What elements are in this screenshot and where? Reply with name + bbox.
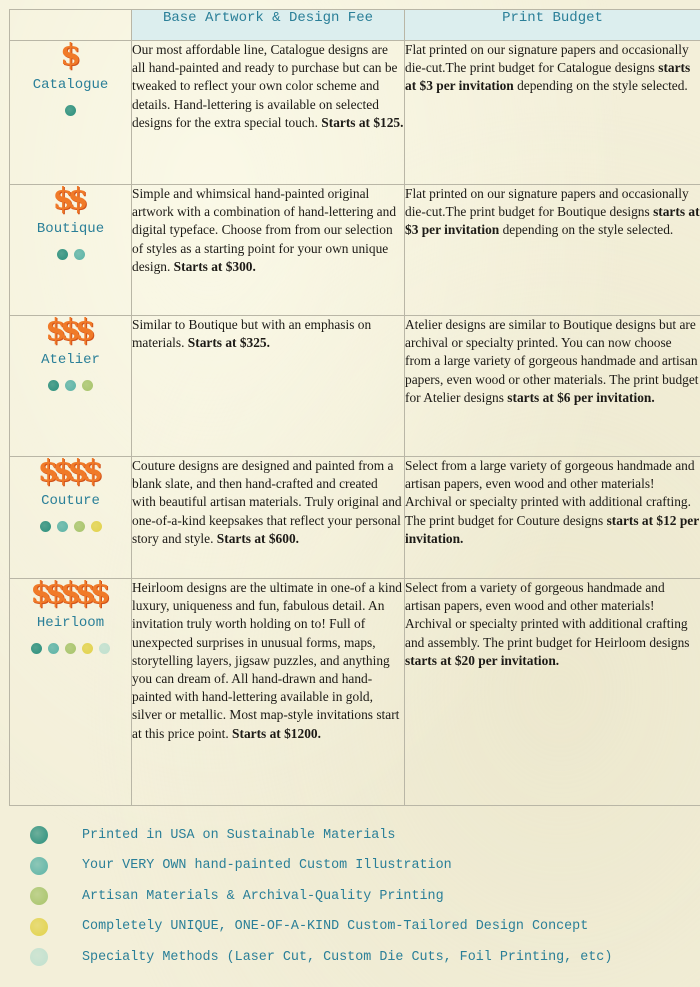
dot-icon xyxy=(31,643,42,654)
design-fee-price: Starts at $325. xyxy=(187,335,270,351)
feature-dots xyxy=(31,643,110,654)
pricing-table xyxy=(9,9,700,806)
dot-icon xyxy=(30,918,48,936)
dot-icon xyxy=(30,948,48,966)
tier-name: Catalogue xyxy=(32,77,109,93)
design-fee-description: Heirloom designs are the ultimate in one-of a kind luxury, uniqueness and fun, fabulous detail. An invitation truly worth holding on to! Full of unexpected surprises in unusual forms, maps, storytelling layers, jigsaw puzzles, and anything you can dream of. All hand-drawn and hand-painted with hand-lettering available in gold, silver or metallic. Most map-style invitations start at this price point. Starts at $1200. xyxy=(132,579,405,806)
feature-dots xyxy=(40,521,102,532)
print-budget-description: Atelier designs are similar to Boutique designs but are archival or specialty printed. You can now choose from a large variety of gorgeous handmade and artisan papers, even wood or other materials. The print budget for Atelier designs starts at $6 per invitation. xyxy=(405,316,700,457)
dot-icon xyxy=(74,521,85,532)
legend-text: Completely UNIQUE, ONE-OF-A-KIND Custom-Tailored Design Concept xyxy=(82,919,589,935)
tier-row-atelier xyxy=(10,316,700,457)
print-budget-description: Flat printed on our signature papers and occasionally die-cut.The print budget for Catalogue designs starts at $3 per invitation depending on the style selected. xyxy=(405,41,700,185)
dollar-sign-icon: $$ xyxy=(52,182,83,217)
table-header-row xyxy=(10,10,700,41)
header-print-budget: Print Budget xyxy=(405,10,700,41)
legend-item xyxy=(30,851,612,882)
tier-name: Atelier xyxy=(41,352,100,368)
dot-icon xyxy=(82,380,93,391)
dot-icon xyxy=(30,887,48,905)
tier-row-couture xyxy=(10,457,700,579)
feature-dots xyxy=(48,380,93,391)
dollar-sign-icon: $ xyxy=(60,38,75,73)
dot-icon xyxy=(57,521,68,532)
tier-row-boutique xyxy=(10,185,700,316)
legend-text: Artisan Materials & Archival-Quality Printing xyxy=(82,888,444,904)
dollar-sign-icon: $$$ xyxy=(45,313,90,348)
dot-icon xyxy=(30,826,48,844)
feature-legend xyxy=(30,820,612,973)
legend-text: Printed in USA on Sustainable Materials xyxy=(82,827,396,843)
feature-dots xyxy=(65,105,76,116)
dot-icon xyxy=(48,380,59,391)
design-fee-price: Starts at $125. xyxy=(321,114,404,130)
tier-cell xyxy=(10,313,132,457)
tier-name: Heirloom xyxy=(36,615,105,631)
header-blank-cell xyxy=(10,10,132,41)
dot-icon xyxy=(65,105,76,116)
legend-text: Your VERY OWN hand-painted Custom Illustration xyxy=(82,858,452,874)
design-fee-description: Couture designs are designed and painted from a blank slate, and then hand-crafted and created with beautiful artisan materials. Truly original and one-of-a-kind keepsakes that reflect your personal story and style. Starts at $600. xyxy=(132,457,405,579)
tier-cell xyxy=(10,576,132,806)
legend-item xyxy=(30,881,612,912)
dot-icon xyxy=(57,249,68,260)
dot-icon xyxy=(99,643,110,654)
print-budget-description: Flat printed on our signature papers and occasionally die-cut.The print budget for Boutique designs starts at $3 per invitation depending on the style selected. xyxy=(405,185,700,316)
tier-cell xyxy=(10,454,132,579)
legend-text: Specialty Methods (Laser Cut, Custom Die Cuts, Foil Printing, etc) xyxy=(82,949,613,965)
legend-item xyxy=(30,912,612,943)
legend-item xyxy=(30,942,612,973)
dollar-sign-icon: $$$$ xyxy=(37,454,98,489)
print-budget-price: starts at $6 per invitation. xyxy=(507,389,655,405)
design-fee-price: Starts at $600. xyxy=(216,530,299,546)
print-budget-description: Select from a variety of gorgeous handmade and artisan papers, even wood and other materials! Archival or specialty printed with additional crafting and assembly. The print budget for Heirloom designs starts at $20 per invitation. xyxy=(405,579,700,806)
dot-icon xyxy=(40,521,51,532)
tier-cell xyxy=(10,182,132,316)
dot-icon xyxy=(65,643,76,654)
header-design-fee: Base Artwork & Design Fee xyxy=(132,10,405,41)
design-fee-description: Similar to Boutique but with an emphasis on materials. Starts at $325. xyxy=(132,316,405,457)
tier-name: Couture xyxy=(41,493,100,509)
legend-item xyxy=(30,820,612,851)
dot-icon xyxy=(65,380,76,391)
design-fee-price: Starts at $1200. xyxy=(232,725,321,741)
print-budget-price: starts at $20 per invitation. xyxy=(405,652,560,668)
print-budget-price: starts at $12 per invitation. xyxy=(405,512,699,546)
dot-icon xyxy=(74,249,85,260)
tier-cell xyxy=(10,38,132,185)
tier-name: Boutique xyxy=(36,221,105,237)
feature-dots xyxy=(57,249,85,260)
design-fee-price: Starts at $300. xyxy=(173,258,256,274)
dollar-sign-icon: $$$$$ xyxy=(30,576,105,611)
dot-icon xyxy=(30,857,48,875)
print-budget-price: starts at $3 per invitation xyxy=(405,204,700,238)
dot-icon xyxy=(48,643,59,654)
design-fee-description: Simple and whimsical hand-painted original artwork with a combination of hand-lettering and digital typeface. Choose from from our selection of styles as a starting point for your own unique design. Starts at $300. xyxy=(132,185,405,316)
tier-row-heirloom xyxy=(10,579,700,806)
print-budget-description: Select from a large variety of gorgeous handmade and artisan papers, even wood and other materials! Archival or specialty printed with additional crafting. The print budget for Couture designs starts at $12 per invitation. xyxy=(405,457,700,579)
print-budget-price: starts at $3 per invitation xyxy=(405,60,691,94)
tier-row-catalogue xyxy=(10,41,700,185)
dot-icon xyxy=(82,643,93,654)
dot-icon xyxy=(91,521,102,532)
design-fee-description: Our most affordable line, Catalogue designs are all hand-painted and ready to purchase but can be tweaked to reflect your own color scheme and details. Hand-lettering is available on selected designs for the extra special touch. Starts at $125. xyxy=(132,41,405,185)
